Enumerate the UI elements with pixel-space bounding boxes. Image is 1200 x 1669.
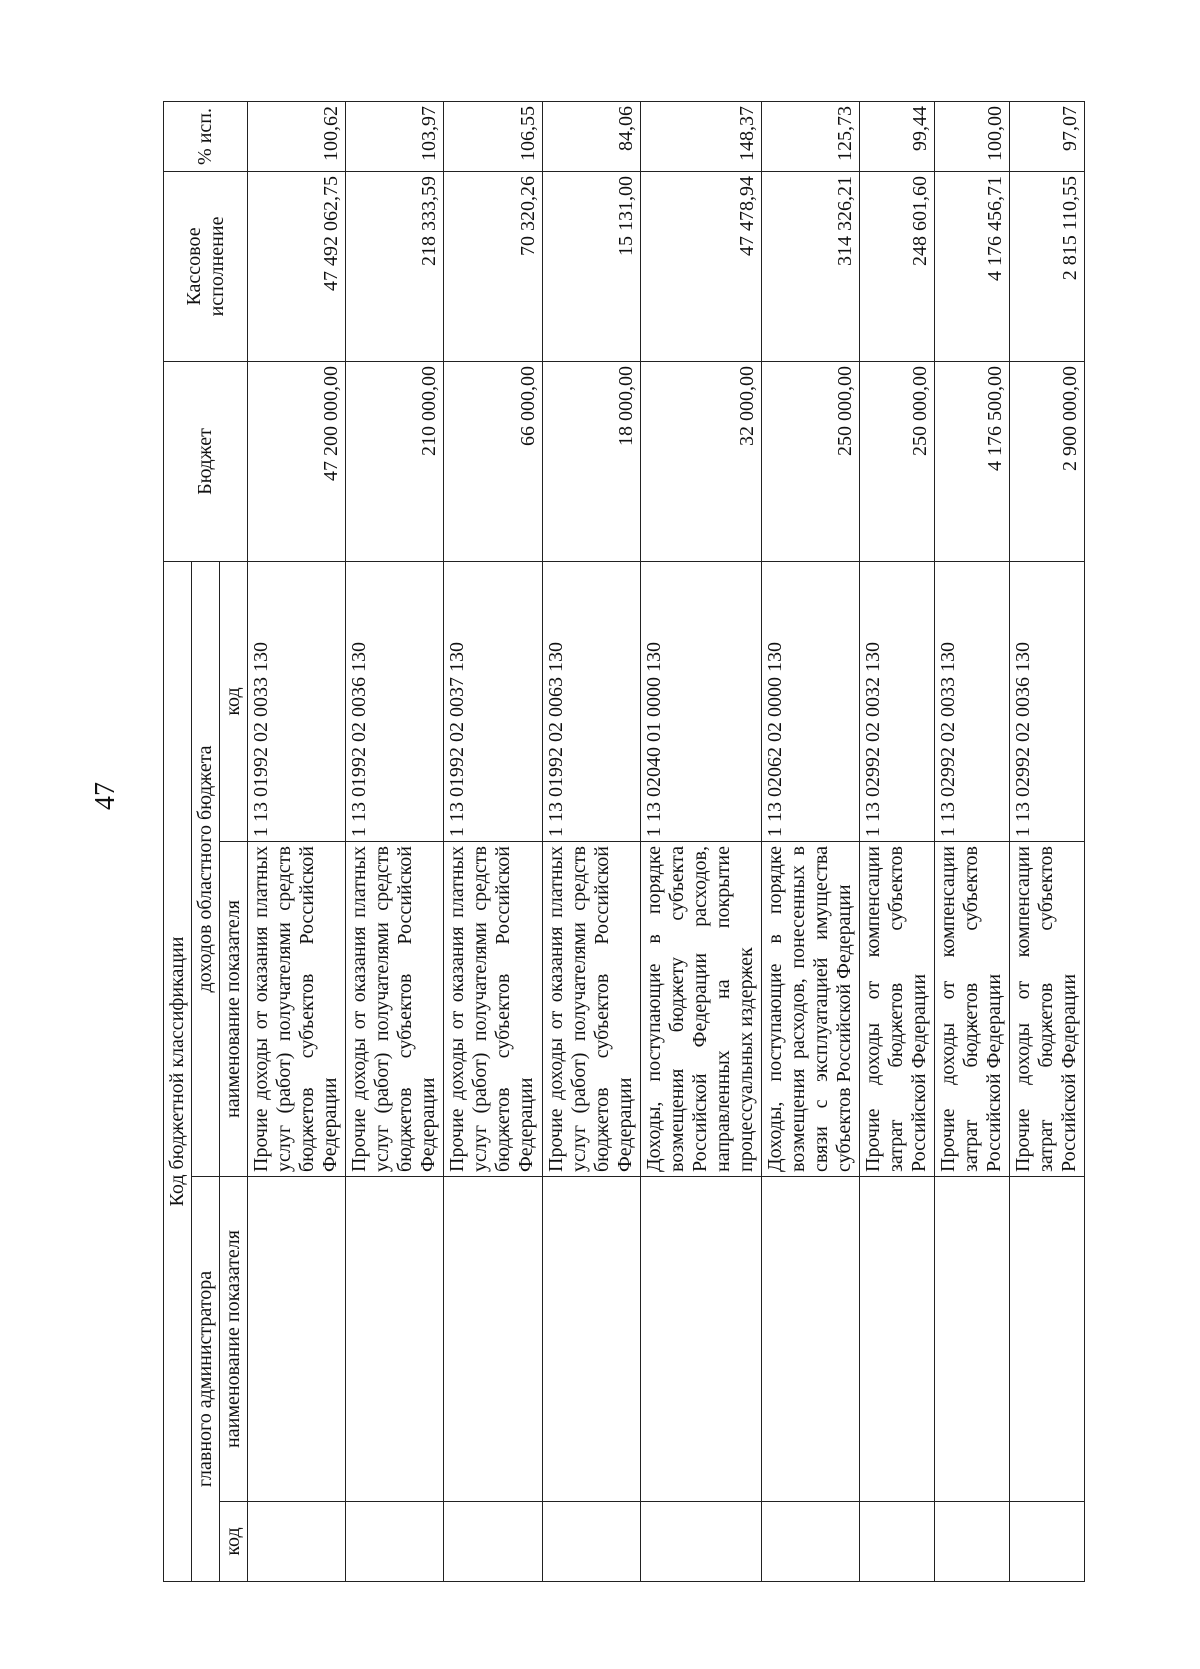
budget-cell: 2 900 000,00 (1010, 361, 1085, 561)
table-row (444, 101, 542, 1581)
income-name-cell: Доходы, поступающие в порядке возмещения бюджету субъекта Российской Федерации расходов, направленных на покрытие процессуальных издержек (640, 842, 761, 1177)
admin-code-cell (346, 1502, 444, 1582)
admin-code-header: код (220, 1502, 248, 1582)
percent-cell: 125,73 (762, 101, 860, 171)
percent-cell: 97,07 (1010, 101, 1085, 171)
income-code-cell: 1 13 01992 02 0036 130 (346, 561, 444, 841)
admin-name-cell (860, 1177, 935, 1502)
income-code-cell: 1 13 02992 02 0032 130 (860, 561, 935, 841)
income-name-cell: Прочие доходы от компенсации затрат бюджетов субъектов Российской Федерации (935, 842, 1010, 1177)
admin-name-header: наименование показателя (220, 1177, 248, 1502)
admin-name-cell (444, 1177, 542, 1502)
budget-cell: 210 000,00 (346, 361, 444, 561)
cash-cell: 4 176 456,71 (935, 171, 1010, 361)
income-code-header: код (220, 561, 248, 841)
percent-cell: 103,97 (346, 101, 444, 171)
admin-name-cell (935, 1177, 1010, 1502)
table-row (1010, 101, 1085, 1581)
budget-cell: 250 000,00 (762, 361, 860, 561)
cash-cell: 15 131,00 (542, 171, 640, 361)
income-code-cell: 1 13 01992 02 0037 130 (444, 561, 542, 841)
percent-cell: 100,62 (248, 101, 346, 171)
budget-cell: 250 000,00 (860, 361, 935, 561)
percent-cell: 84,06 (542, 101, 640, 171)
admin-name-cell (762, 1177, 860, 1502)
income-code-cell: 1 13 02040 01 0000 130 (640, 561, 761, 841)
income-code-cell: 1 13 02992 02 0036 130 (1010, 561, 1085, 841)
income-code-cell: 1 13 02992 02 0033 130 (935, 561, 1010, 841)
cash-cell: 47 492 062,75 (248, 171, 346, 361)
admin-name-cell (1010, 1177, 1085, 1502)
income-name-cell: Прочие доходы от оказания платных услуг (работ) получателями средств бюджетов субъектов Российской Федерации (542, 842, 640, 1177)
table-row (248, 101, 346, 1581)
percent-cell: 100,00 (935, 101, 1010, 171)
table-row (762, 101, 860, 1581)
income-name-cell: Прочие доходы от оказания платных услуг (работ) получателями средств бюджетов субъектов Российской Федерации (444, 842, 542, 1177)
cash-cell: 2 815 110,55 (1010, 171, 1085, 361)
admin-name-cell (640, 1177, 761, 1502)
rotated-table-wrapper (163, 102, 1085, 1582)
percent-header: % исп. (164, 101, 248, 171)
admin-name-cell (346, 1177, 444, 1502)
admin-name-cell (542, 1177, 640, 1502)
cash-cell: 314 326,21 (762, 171, 860, 361)
budget-header: Бюджет (164, 361, 248, 561)
table-row (542, 101, 640, 1581)
admin-code-cell (248, 1502, 346, 1582)
classification-header: Код бюджетной классификации (164, 561, 192, 1581)
income-code-cell: 1 13 01992 02 0063 130 (542, 561, 640, 841)
budget-cell: 18 000,00 (542, 361, 640, 561)
income-name-cell: Прочие доходы от компенсации затрат бюджетов субъектов Российской Федерации (860, 842, 935, 1177)
cash-cell: 218 333,59 (346, 171, 444, 361)
admin-code-cell (444, 1502, 542, 1582)
income-code-cell: 1 13 02062 02 0000 130 (762, 561, 860, 841)
admin-code-cell (762, 1502, 860, 1582)
admin-code-cell (1010, 1502, 1085, 1582)
income-header: доходов областного бюджета (192, 561, 220, 1176)
admin-header: главного администратора (192, 1177, 220, 1582)
admin-code-cell (935, 1502, 1010, 1582)
income-name-cell: Прочие доходы от компенсации затрат бюджетов субъектов Российской Федерации (1010, 842, 1085, 1177)
table-row (346, 101, 444, 1581)
admin-code-cell (860, 1502, 935, 1582)
admin-code-cell (542, 1502, 640, 1582)
table-row (860, 101, 935, 1581)
income-name-cell: Прочие доходы от оказания платных услуг (работ) получателями средств бюджетов субъектов Российской Федерации (248, 842, 346, 1177)
cash-cell: 70 320,26 (444, 171, 542, 361)
budget-cell: 4 176 500,00 (935, 361, 1010, 561)
budget-cell: 47 200 000,00 (248, 361, 346, 561)
table-row (935, 101, 1010, 1581)
admin-code-cell (640, 1502, 761, 1582)
cash-header: Кассовое исполнение (164, 171, 248, 361)
percent-cell: 106,55 (444, 101, 542, 171)
percent-cell: 99,44 (860, 101, 935, 171)
budget-table (163, 101, 1085, 1582)
table-row (640, 101, 761, 1581)
income-name-cell: Прочие доходы от оказания платных услуг (работ) получателями средств бюджетов субъектов Российской Федерации (346, 842, 444, 1177)
cash-cell: 248 601,60 (860, 171, 935, 361)
percent-cell: 148,37 (640, 101, 761, 171)
income-name-header: наименование показателя (220, 842, 248, 1177)
budget-cell: 66 000,00 (444, 361, 542, 561)
income-code-cell: 1 13 01992 02 0033 130 (248, 561, 346, 841)
admin-name-cell (248, 1177, 346, 1502)
cash-cell: 47 478,94 (640, 171, 761, 361)
budget-cell: 32 000,00 (640, 361, 761, 561)
page-number: 47 (90, 782, 121, 810)
income-name-cell: Доходы, поступающие в порядке возмещения расходов, понесенных в связи с эксплуатацией имущества субъектов Российской Федерации (762, 842, 860, 1177)
